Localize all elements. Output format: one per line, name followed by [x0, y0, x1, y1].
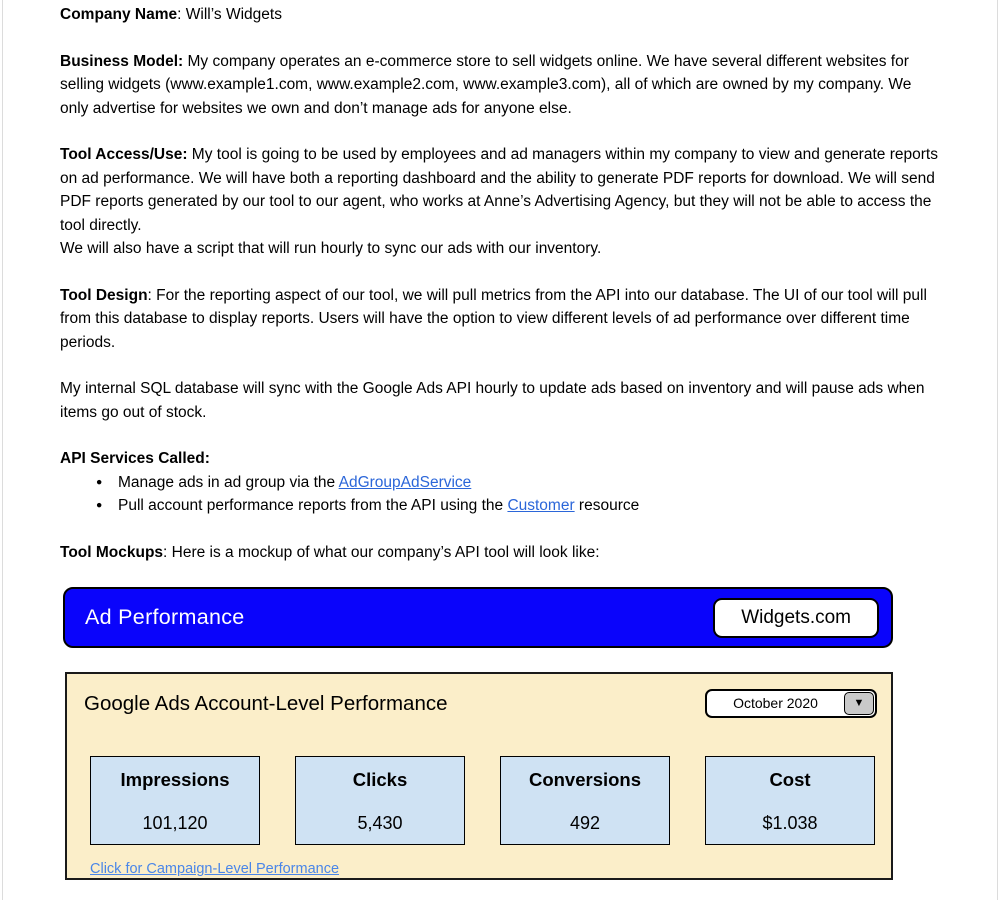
stats-row: [67, 756, 891, 845]
api-services-list: [60, 471, 942, 518]
bullet-text-post: resource: [574, 497, 640, 514]
api-services-label: API Services Called:: [60, 450, 210, 467]
stat-card-conversions: [500, 756, 670, 845]
business-model-text: My company operates an e-commerce store to sell widgets online. We have several different websites for selling widgets (www.example1.com, www.example2.com, www.example3.com), all of which are owned by my company. We only advertise for websites we own and don’t manage ads for anyone else.: [60, 52, 912, 117]
paragraph-business-model: [60, 50, 942, 121]
tool-design-text: : For the reporting aspect of our tool, we will pull metrics from the API into our database. The UI of our tool will pull from this database to display reports. Users will have the option to view different levels of ad performance over different time periods.: [60, 286, 927, 351]
panel-header: [67, 674, 891, 718]
paragraph-api-services: [60, 447, 942, 471]
stat-label: Clicks: [352, 769, 408, 790]
mockup-header-bar: [63, 587, 893, 648]
panel-title: Google Ads Account-Level Performance: [84, 691, 448, 715]
chevron-down-icon: ▼: [853, 697, 865, 709]
paragraph-sql-note: [60, 377, 942, 424]
month-dropdown[interactable]: [705, 689, 877, 718]
paragraph-tool-design: [60, 284, 942, 355]
stat-value: 5,430: [357, 812, 403, 833]
tool-mockups-label: Tool Mockups: [60, 543, 164, 561]
paragraph-tool-mockups: [60, 541, 942, 565]
adgroupadservice-link[interactable]: AdGroupAdService: [338, 473, 472, 491]
stat-value: $1.038: [762, 812, 818, 833]
tool-access-text: My tool is going to be used by employees and ad managers within my company to view and generate reports on ad performance. We will have both a reporting dashboard and the ability to generate PDF reports for download. We will send PDF reports generated by our tool to our agent, who works at Anne’s Advertising Agency, but they will not be able to access the tool directly.: [60, 146, 938, 234]
business-model-label: Business Model:: [60, 52, 184, 70]
stat-value: 101,120: [142, 812, 208, 833]
stat-card-clicks: [295, 756, 465, 845]
company-name-label: Company Name: [60, 6, 178, 23]
tool-access-text-line2: We will also have a script that will run hourly to sync our ads with our inventory.: [60, 240, 602, 257]
month-dropdown-value: October 2020: [733, 694, 818, 711]
sql-note-text: My internal SQL database will sync with the Google Ads API hourly to update ads based on inventory and will pause ads when items go out of stock.: [60, 380, 925, 421]
customer-resource-link[interactable]: Customer: [507, 497, 575, 514]
paragraph-tool-access: [60, 143, 942, 261]
bullet-text-pre: Manage ads in ad group via the: [118, 473, 339, 491]
tool-design-label: Tool Design: [60, 286, 148, 304]
list-item: [118, 471, 942, 495]
page-left-border: [2, 0, 3, 900]
page-right-border: [997, 0, 998, 900]
stat-value: 492: [569, 812, 601, 833]
company-name-value: : Will’s Widgets: [177, 6, 282, 23]
campaign-level-link[interactable]: Click for Campaign-Level Performance: [90, 861, 340, 877]
tool-access-label: Tool Access/Use:: [60, 146, 188, 163]
stat-card-cost: [705, 756, 875, 845]
tool-mockups-text: : Here is a mockup of what our company’s API tool will look like:: [163, 543, 600, 561]
widgets-site-button[interactable]: Widgets.com: [713, 598, 879, 638]
mockup-app-title: Ad Performance: [85, 604, 245, 629]
list-item: [118, 494, 942, 518]
account-performance-panel: [65, 672, 893, 880]
bullet-text-pre: Pull account performance reports from the API using the: [118, 497, 508, 514]
dropdown-arrow-button[interactable]: [844, 692, 874, 715]
stat-card-impressions: [90, 756, 260, 845]
paragraph-company-name: [60, 3, 942, 27]
stat-label: Cost: [769, 769, 811, 790]
stat-label: Impressions: [120, 769, 230, 790]
stat-label: Conversions: [528, 769, 642, 790]
